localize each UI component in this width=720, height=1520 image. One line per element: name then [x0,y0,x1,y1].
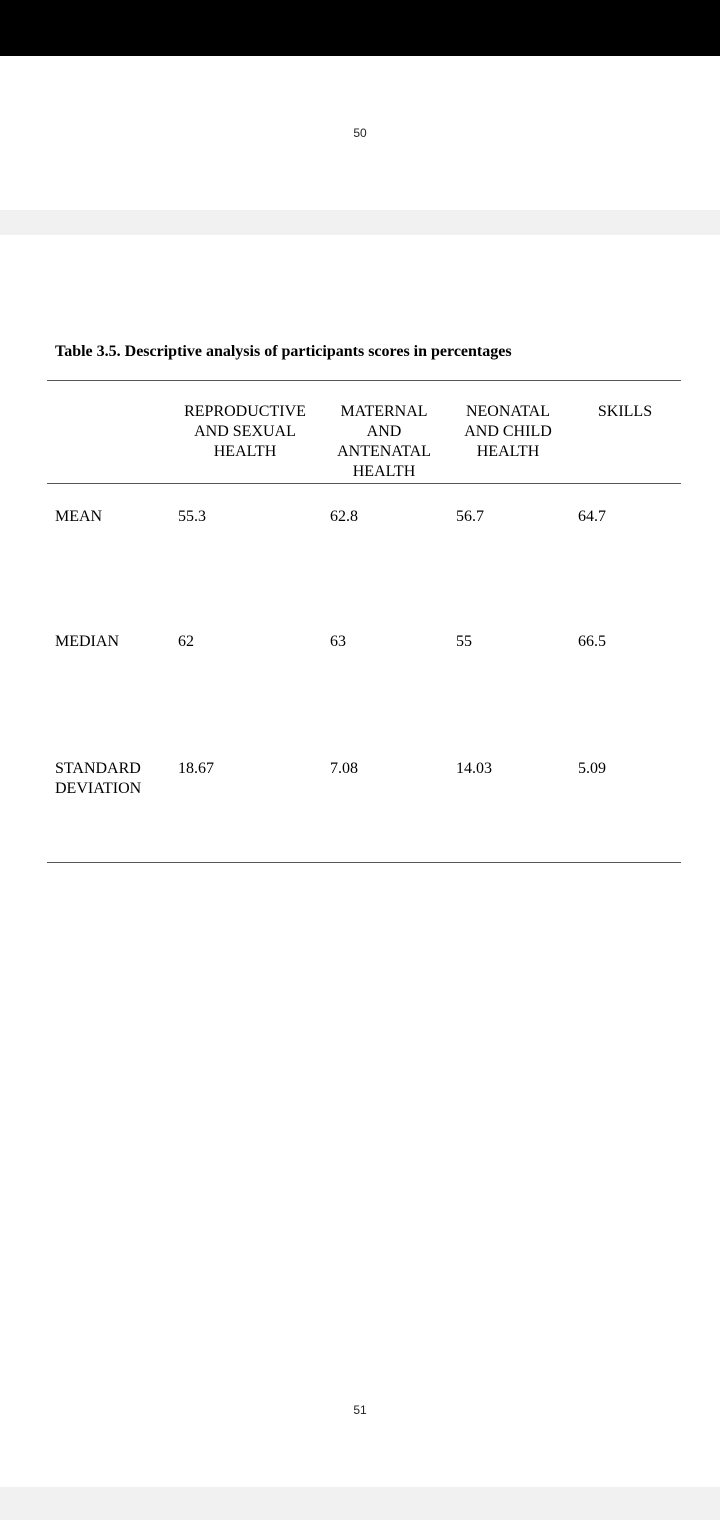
column-header-skills: SKILLS [597,403,653,420]
row-label-standard-deviation: STANDARD DEVIATION [55,760,142,797]
row-label-median: MEDIAN [55,633,119,650]
page-gap [0,210,720,235]
table-caption: Table 3.5. Descriptive analysis of participants scores in percentages [55,343,512,360]
table-cell: 55.3 [178,508,206,525]
table-cell: 62 [178,633,194,650]
table-cell: 56.7 [456,508,484,525]
table-cell: 64.7 [578,508,606,525]
table-header-rule [47,483,681,484]
table-bottom-rule [47,862,681,863]
status-bar [0,0,720,56]
table-cell: 62.8 [330,508,358,525]
table-cell: 18.67 [178,760,214,777]
column-header-maternal-antenatal-health: MATERNAL AND ANTENATAL HEALTH [337,403,431,480]
page-gap [0,1487,720,1520]
row-label-mean: MEAN [55,508,103,525]
table-cell: 14.03 [456,760,492,777]
page-number-top: 50 [353,126,367,140]
table-cell: 7.08 [330,760,358,777]
table-cell: 55 [456,633,472,650]
column-header-neonatal-child-health: NEONATAL AND CHILD HEALTH [464,403,552,460]
column-header-reproductive-sexual-health: REPRODUCTIVE AND SEXUAL HEALTH [184,403,306,460]
table-cell: 63 [330,633,346,650]
table-cell: 66.5 [578,633,606,650]
table-top-rule [47,380,681,381]
page-number-bottom: 51 [353,1403,367,1417]
table-cell: 5.09 [578,760,606,777]
